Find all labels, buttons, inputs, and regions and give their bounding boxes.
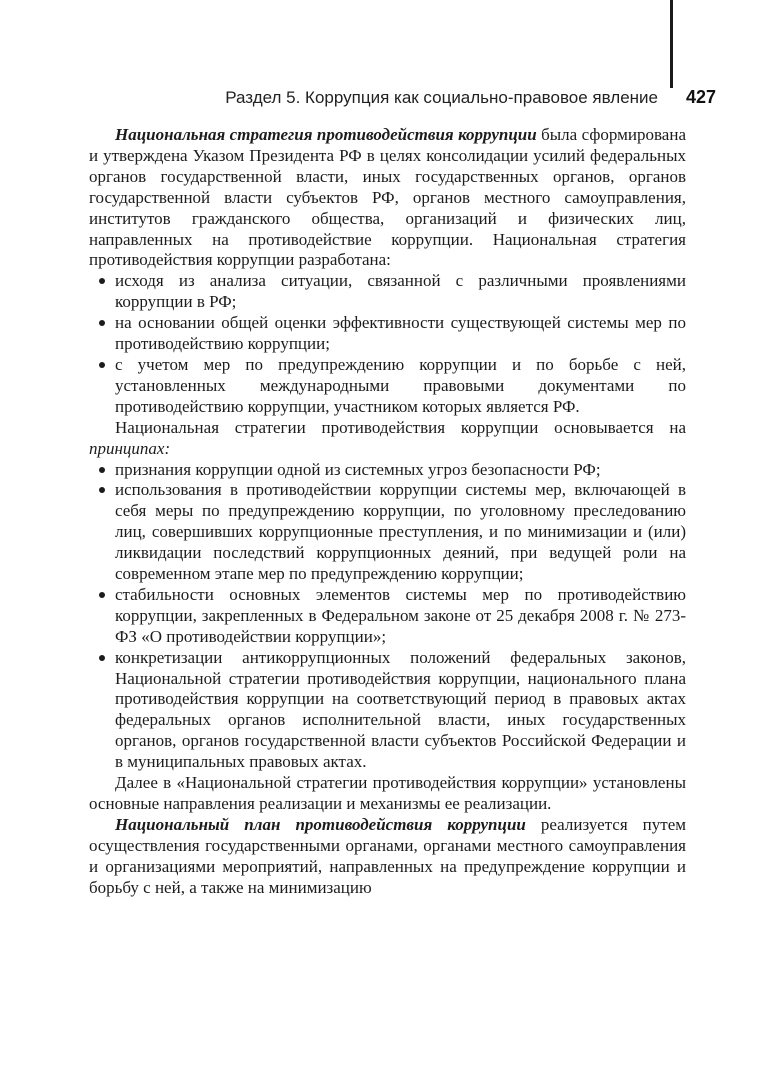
term-national-strategy: Национальная стратегия противодействия коррупции — [115, 125, 537, 144]
paragraph-text: Национальная стратегии противодействия коррупции основывается на — [115, 417, 686, 437]
list-item: с учетом мер по предупреждению коррупции и по борьбе с ней, установленных международными правовыми документами по противодействию коррупции, участником которых является РФ. — [89, 355, 686, 418]
list-item: на основании общей оценки эффективности существующей системы мер по противодействию коррупции; — [89, 313, 686, 355]
paragraph-national-plan — [89, 815, 686, 899]
section-title: Раздел 5. Коррупция как социально-правовое явление — [225, 88, 658, 107]
list-item: признания коррупции одной из системных угроз безопасности РФ; — [89, 460, 686, 481]
list-item: использования в противодействии коррупции системы мер, включающей в себя меры по предупреждению коррупции, по уголовному преследованию лиц, совершивших коррупционные преступления, и по минимизации и (или) ликвидации последствий коррупционных деяний, при ведущей роли на современном этапе мер по предупреждению коррупции; — [89, 480, 686, 585]
paragraph-text: реализуется путем осуществления государственными органами, органами местного самоуправления и организациями мероприятий, направленных на предупреждение коррупции и борьбу с ней, а также на минимизацию — [89, 814, 687, 897]
emphasis-principles: принципах: — [89, 438, 171, 458]
list-item: конкретизации антикоррупционных положений федеральных законов, Национальной стратегии противодействия коррупции, национального плана противодействия коррупции на соответствующий период в правовых актах федеральных органов исполнительной власти, иных государственных органов, органов государственной власти субъектов Российской Федерации и в муниципальных правовых актах. — [89, 648, 686, 773]
list-development-basis — [89, 271, 686, 417]
paragraph-text: была сформирована и утверждена Указом Президента РФ в целях консолидации усилий федеральных органов государственной власти, иных государственных органов, органов государственной власти субъектов РФ, органов местного самоуправления, институтов гражданского общества, организаций и физических лиц, направленных на противодействие коррупции. Национальная стратегия противодействия коррупции разработана: — [89, 125, 686, 270]
page-body — [89, 125, 686, 899]
term-national-plan: Национальный план противодействия коррупции — [115, 814, 526, 834]
paragraph-strategy — [89, 125, 686, 271]
paragraph-principles — [89, 418, 686, 460]
header-rule — [670, 0, 673, 88]
list-item: стабильности основных элементов системы мер по противодействию коррупции, закрепленных в Федеральном законе от 25 декабря 2008 г. № 273-ФЗ «О противодействии коррупции»; — [89, 585, 686, 648]
list-item: исходя из анализа ситуации, связанной с различными проявлениями коррупции в РФ; — [89, 271, 686, 313]
paragraph-directions: Далее в «Национальной стратегии противодействия коррупции» установлены основные направления реализации и механизмы ее реализации. — [89, 773, 686, 813]
running-header — [0, 84, 776, 114]
page-number: 427 — [686, 87, 717, 107]
list-principles — [89, 460, 686, 774]
